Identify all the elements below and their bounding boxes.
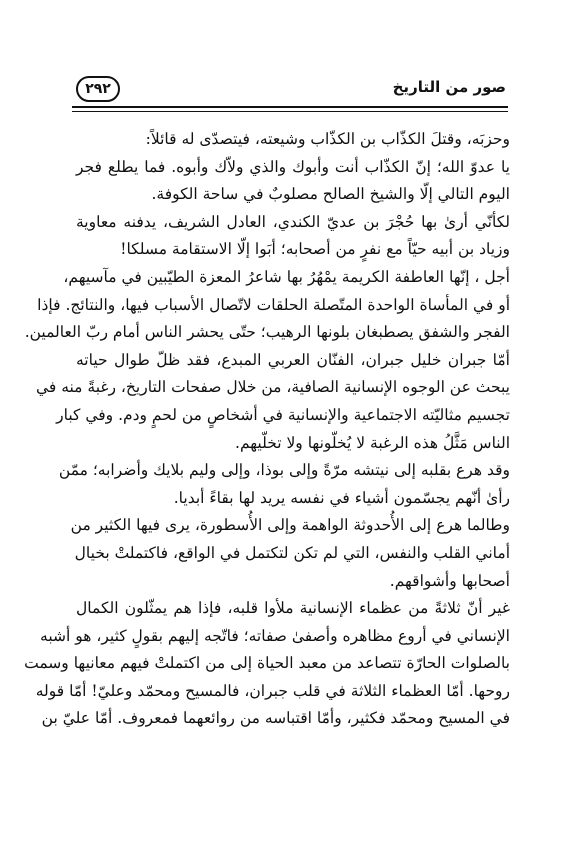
text-line: غير أنّ ثلاثةً من عظماء الإنسانية ملأوا قلبه، فإذا هم يمثّلون الكمال [76,599,510,618]
text-line: الإنساني في أروع مظاهره وأصفىٰ صفاته؛ فاتّجه إليهم بقولٍ كثير، هو أشبه [40,626,510,645]
text-line: اليوم التالي إلّا والشيخ الصالح مصلوبٌ في ساحة الكوفة. [151,185,510,204]
text-line: أجل ، إنّها العاطفة الكريمة يمْهُرُ بها شاعرُ المعزة الطيّبين في مآسيهم، [63,267,510,286]
text-line: يا عدوّ الله؛ إنّ الكذّاب أنت وأبوك والذي ولاّك وأبوه. فما يطلع فجر [76,157,510,176]
text-line: الفجر والشفق يصطبغان بلونها الرهيب؛ حتّى يحشر الناس أمام ربّ العالمين. [24,323,510,342]
text-line: وحزبَه، وقتلَ الكذّاب بن الكذّاب وشيعته، فيتصدّى له قائلاً: [145,130,510,148]
text-line: يبحث عن الوجوه الإنسانية الصافية، من خلال صفحات التاريخ، رغبةً منه في [35,378,510,397]
text-line: الناس مَثَّلُ هذه الرغبة لا يُخلّونها ولا تخلّيهم. [235,433,510,452]
text-line: أمّا جبران خليل جبران، الفنّان العربي المبدع، فقد ظلّ طوال حياته [76,350,510,369]
running-header [72,74,508,112]
text-line: وطالما هرع إلى الأُحدوثة الواهمة وإلى الأُسطورة، يرى فيها الكثير من [70,516,510,535]
text-line: وزياد بن أبيه حيّاً مع نفرٍ من أصحابه؛ أبَوا إلّا الاستقامة مسلكا! [120,240,510,259]
text-line: أماني القلب والنفس، التي لم تكن لتكتمل في الواقع، فاكتملتْ بخيال [74,543,510,562]
header-rule [72,106,508,112]
text-line: رأىٰ أنّهم يجسّمون أشياء في نفسه يريد لها بقاءً أبديا. [173,488,510,507]
text-line: روحها. أمّا العظماء الثلاثة في قلب جبران، فالمسيح ومحمّد وعليّ! أمّا قوله [35,681,510,700]
text-line: تجسيم مثاليّته الاجتماعية والإنسانية في أشخاصٍ من لحمٍ ودم. وفي كبار [56,405,510,424]
body-text [24,126,510,733]
text-line: لكأنّي أرىٰ بها حُجْرَ بن عديّ الكندي، العادل الشريف، يدفنه معاوية [76,212,510,231]
text-line: بالصلوات الحارّة تتصاعد من معبد الحياة إلى من اكتملتْ فيهم معانيها وسمت [24,654,510,673]
text-line: أصحابها وأشواقهم. [389,571,510,590]
text-line: وقد هرع بقلبه إلى نيتشه مرّةً وإلى بوذا، وإلى وليم بلايك وأضرابه؛ ممّن [58,461,510,480]
running-header-title: صور من التاريخ [392,78,506,96]
text-line: في المسيح ومحمّد فكثير، وأمّا اقتباسه من روائعهما فمعروف. أمّا عليّ بن [41,709,510,728]
page-number-badge: ٢٩٢ [76,76,120,102]
text-line: أو في المأساة الواحدة المتّصلة الحلقات لاتّصال الأسباب فيها، والنتائج. فإذا [37,295,510,314]
